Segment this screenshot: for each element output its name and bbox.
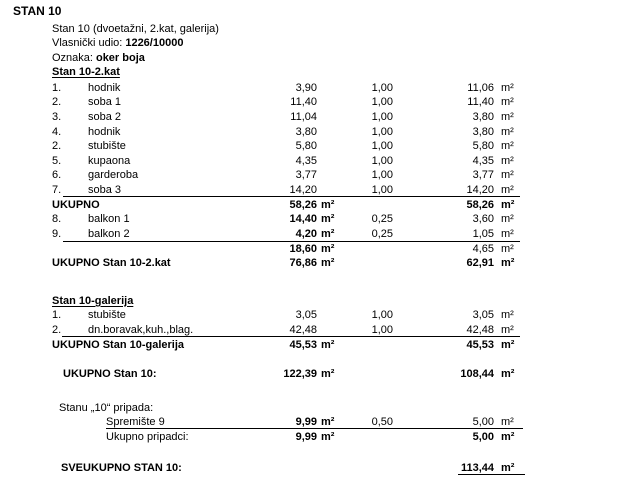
area-value: 45,53 — [289, 338, 317, 351]
room-name: hodnik — [88, 125, 121, 138]
row-number: 6. — [52, 169, 62, 182]
row-number: 2. — [52, 96, 62, 109]
row-number: 2. — [52, 323, 62, 336]
table-row — [0, 154, 620, 169]
room-name: soba 3 — [88, 184, 122, 197]
unit-label: m² — [321, 367, 335, 380]
row-number: 1. — [52, 81, 62, 94]
total-label: UKUPNO Stan 10-galerija — [52, 338, 185, 351]
section-heading-line — [0, 65, 620, 80]
header-subtitle-line — [0, 22, 620, 37]
result-value: 45,53 — [466, 338, 494, 351]
unit-label: m² — [321, 338, 335, 351]
table-row — [0, 308, 620, 323]
unit-label: m² — [501, 338, 515, 351]
section-total-row — [0, 338, 620, 353]
color-mark-line — [0, 51, 620, 66]
coefficient-value: 1,00 — [371, 323, 393, 336]
area-value: 18,60 — [289, 242, 317, 255]
area-value: 14,20 — [289, 184, 317, 197]
coefficient-value: 1,00 — [371, 309, 393, 322]
coefficient-value: 1,00 — [371, 110, 393, 123]
apartment-subtitle: Stan 10 (dvoetažni, 2.kat, galerija) — [52, 22, 219, 35]
room-name: soba 1 — [88, 96, 122, 109]
unit-label: m² — [321, 198, 335, 211]
area-value: 9,99 — [295, 416, 317, 428]
coefficient-value: 0,25 — [371, 213, 393, 226]
unit-label: m² — [501, 228, 514, 240]
result-value: 4,35 — [472, 154, 494, 167]
result-value: 3,77 — [472, 169, 494, 182]
apartment-total-row — [0, 367, 620, 382]
appurtenance-total-row — [0, 430, 620, 445]
coefficient-value: 0,50 — [371, 416, 393, 428]
appurtenance-heading-line — [0, 401, 620, 416]
area-value: 3,05 — [295, 309, 317, 322]
unit-label: m² — [321, 416, 335, 428]
room-name: kupaona — [88, 154, 131, 167]
color-mark-value: oker boja — [95, 51, 145, 64]
row-number: 3. — [52, 110, 62, 123]
coefficient-value: 1,00 — [371, 154, 393, 167]
area-value: 9,99 — [295, 430, 317, 443]
area-value: 5,80 — [295, 140, 317, 153]
result-value: 3,80 — [472, 110, 494, 123]
area-value: 58,26 — [289, 198, 317, 211]
result-value: 1,05 — [472, 228, 494, 240]
total-label: UKUPNO Stan 10: — [63, 367, 157, 380]
table-row — [0, 227, 620, 242]
result-value: 3,80 — [472, 125, 494, 138]
table-row — [0, 81, 620, 96]
row-number: 8. — [52, 213, 62, 226]
header-title-line — [0, 4, 620, 19]
area-value: 42,48 — [289, 323, 317, 336]
area-value: 4,35 — [295, 154, 317, 167]
result-value: 4,65 — [472, 242, 494, 255]
result-value: 11,40 — [467, 96, 494, 109]
room-name: balkon 2 — [88, 228, 130, 240]
grand-total-row — [0, 461, 620, 476]
total-underline — [458, 474, 525, 475]
result-value: 5,80 — [472, 140, 494, 153]
section-heading-line — [0, 294, 620, 309]
room-name: stubište — [88, 140, 126, 153]
appurtenance-heading: Stanu „10“ pripada: — [59, 401, 154, 414]
unit-label: m² — [501, 367, 515, 380]
unit-label: m² — [321, 242, 335, 255]
table-row — [0, 168, 620, 183]
unit-label: m² — [501, 96, 514, 109]
result-value: 42,48 — [466, 323, 494, 336]
balcony-subtotal-row — [0, 242, 620, 257]
row-number: 1. — [52, 309, 62, 322]
unit-label: m² — [501, 140, 514, 153]
room-name: dn.boravak,kuh.,blag. — [88, 323, 194, 336]
row-number: 5. — [52, 154, 62, 167]
grand-total-label: SVEUKUPNO STAN 10: — [61, 461, 182, 474]
room-name: hodnik — [88, 81, 121, 94]
area-value: 3,77 — [295, 169, 317, 182]
grand-total-value: 113,44 — [460, 461, 494, 474]
ownership-share-value: 1226/10000 — [125, 37, 184, 49]
unit-label: m² — [501, 257, 515, 270]
subtotal-row — [0, 198, 620, 213]
unit-label: m² — [501, 169, 514, 182]
unit-label: m² — [321, 213, 335, 226]
color-mark-label: Oznaka: — [52, 51, 93, 64]
room-name: garderoba — [88, 169, 139, 182]
room-name: balkon 1 — [88, 213, 130, 226]
row-number: 4. — [52, 125, 62, 138]
coefficient-value: 1,00 — [371, 184, 393, 197]
coefficient-value: 0,25 — [371, 228, 393, 240]
result-value: 3,05 — [472, 309, 494, 322]
table-row — [0, 212, 620, 227]
table-row — [0, 95, 620, 110]
unit-label: m² — [321, 430, 335, 443]
unit-label: m² — [501, 416, 514, 428]
row-number: 7. — [52, 184, 62, 197]
coefficient-value: 1,00 — [371, 96, 393, 109]
room-name: soba 2 — [88, 110, 122, 123]
unit-label: m² — [501, 81, 514, 94]
area-value: 11,40 — [290, 96, 317, 109]
unit-label: m² — [501, 198, 515, 211]
unit-label: m² — [321, 228, 335, 240]
area-value: 76,86 — [289, 257, 317, 270]
total-label: UKUPNO Stan 10-2.kat — [52, 257, 171, 270]
room-name: Spremište 9 — [106, 416, 165, 428]
ownership-share-line — [0, 36, 620, 51]
total-label: Ukupno pripadci: — [106, 430, 189, 443]
room-name: stubište — [88, 309, 126, 322]
result-value: 11,06 — [467, 81, 494, 94]
table-row — [0, 110, 620, 125]
area-value: 122,39 — [283, 367, 317, 380]
unit-label: m² — [501, 213, 514, 226]
unit-label: m² — [321, 257, 335, 270]
unit-label: m² — [501, 184, 514, 197]
unit-label: m² — [501, 323, 514, 336]
unit-label: m² — [501, 154, 514, 167]
area-value: 14,40 — [289, 213, 317, 226]
section-total-row — [0, 256, 620, 271]
result-value: 3,60 — [472, 213, 494, 226]
area-value: 3,80 — [295, 125, 317, 138]
unit-label: m² — [501, 125, 514, 138]
unit-label: m² — [501, 242, 514, 255]
coefficient-value: 1,00 — [371, 125, 393, 138]
result-value: 62,91 — [466, 257, 494, 270]
row-number: 9. — [52, 228, 62, 240]
result-value: 14,20 — [466, 184, 494, 197]
coefficient-value: 1,00 — [371, 140, 393, 153]
table-row — [0, 139, 620, 154]
page-title: STAN 10 — [13, 4, 62, 18]
section-kat-heading: Stan 10-2.kat — [52, 66, 120, 78]
area-value: 4,20 — [295, 228, 317, 240]
result-value: 5,00 — [472, 430, 494, 443]
unit-label: m² — [501, 430, 515, 443]
result-value: 58,26 — [466, 198, 494, 211]
ownership-share-label: Vlasnički udio: — [52, 37, 123, 49]
unit-label: m² — [501, 110, 514, 123]
row-number: 2. — [52, 140, 62, 153]
result-value: 108,44 — [460, 367, 494, 380]
coefficient-value: 1,00 — [371, 169, 393, 182]
area-value: 3,90 — [295, 81, 317, 94]
unit-label: m² — [501, 309, 514, 322]
subtotal-label: UKUPNO — [52, 198, 100, 211]
section-galerija-heading: Stan 10-galerija — [52, 294, 134, 307]
result-value: 5,00 — [472, 416, 494, 428]
coefficient-value: 1,00 — [371, 81, 393, 94]
table-row — [0, 125, 620, 140]
unit-label: m² — [501, 461, 515, 474]
area-value: 11,04 — [290, 110, 317, 123]
